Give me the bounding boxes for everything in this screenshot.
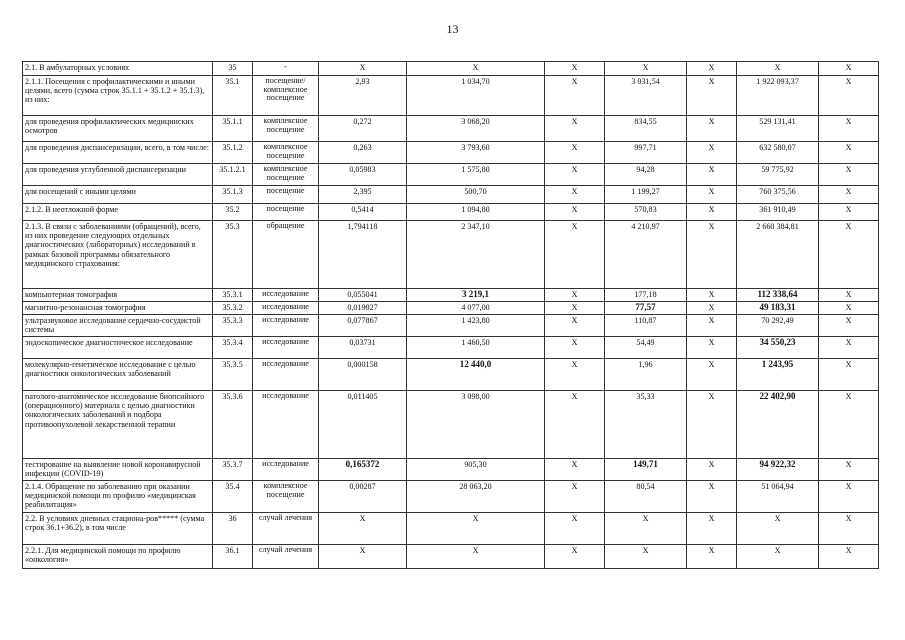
table-row [23, 116, 879, 142]
row-name-cell: эндоскопическое диагностическое исследование [23, 337, 213, 359]
cost-norm-cell: X [407, 545, 545, 569]
oms-total-cell: 22 402,90 [737, 391, 819, 459]
cost-norm-cell: 2 347,10 [407, 221, 545, 289]
budget-per-capita-cell: X [545, 116, 605, 142]
row-name-cell: 2.2. В условиях дневных стациона-ров***** (сумма строк 36.1+36.2), в том числе [23, 513, 213, 545]
row-name-cell: молекулярно-генетическое исследование с целью диагностики онкологических заболеваний [23, 359, 213, 391]
oms-total-cell: 1 922 093,37 [737, 76, 819, 116]
table-row [23, 391, 879, 459]
budget-total-cell: X [687, 116, 737, 142]
table-row [23, 289, 879, 302]
budget-total-cell: X [687, 459, 737, 481]
oms-per-capita-cell: X [605, 513, 687, 545]
budget-per-capita-cell: X [545, 337, 605, 359]
oms-total-cell: X [737, 62, 819, 76]
table-row [23, 76, 879, 116]
budget-total-cell: X [687, 164, 737, 186]
budget-per-capita-cell: X [545, 481, 605, 513]
cost-norm-cell: 1 575,80 [407, 164, 545, 186]
oms-total-cell: 51 064,94 [737, 481, 819, 513]
oms-total-cell: 632 580,07 [737, 142, 819, 164]
budget-per-capita-cell: X [545, 315, 605, 337]
percent-cell: X [819, 116, 879, 142]
unit-cell: посещение [253, 204, 319, 221]
table-row [23, 481, 879, 513]
oms-per-capita-cell: 77,57 [605, 302, 687, 315]
percent-cell: X [819, 459, 879, 481]
budget-total-cell: X [687, 186, 737, 204]
percent-cell: X [819, 513, 879, 545]
row-name-cell: для проведения углубленной диспансеризации [23, 164, 213, 186]
budget-per-capita-cell: X [545, 359, 605, 391]
volume-norm-cell: X [319, 545, 407, 569]
volume-norm-cell: 0,00287 [319, 481, 407, 513]
row-code-cell: 35.3.4 [213, 337, 253, 359]
oms-per-capita-cell: 570,83 [605, 204, 687, 221]
cost-norm-cell: 3 068,20 [407, 116, 545, 142]
row-name-cell: для проведения профилактических медицинских осмотров [23, 116, 213, 142]
oms-per-capita-cell: 834,55 [605, 116, 687, 142]
budget-per-capita-cell: X [545, 302, 605, 315]
budget-per-capita-cell: X [545, 76, 605, 116]
budget-total-cell: X [687, 481, 737, 513]
row-code-cell: 35.3.6 [213, 391, 253, 459]
percent-cell: X [819, 481, 879, 513]
table-row [23, 204, 879, 221]
oms-total-cell: 760 375,56 [737, 186, 819, 204]
oms-per-capita-cell: X [605, 545, 687, 569]
budget-total-cell: X [687, 62, 737, 76]
volume-norm-cell: 0,272 [319, 116, 407, 142]
percent-cell: X [819, 337, 879, 359]
percent-cell: X [819, 359, 879, 391]
budget-total-cell: X [687, 545, 737, 569]
budget-per-capita-cell: X [545, 289, 605, 302]
cost-norm-cell: 1 423,80 [407, 315, 545, 337]
budget-total-cell: X [687, 391, 737, 459]
percent-cell: X [819, 204, 879, 221]
cost-norm-cell: 3 219,1 [407, 289, 545, 302]
oms-per-capita-cell: 80,54 [605, 481, 687, 513]
row-code-cell: 35.3.7 [213, 459, 253, 481]
cost-norm-cell: 905,30 [407, 459, 545, 481]
percent-cell: X [819, 391, 879, 459]
budget-total-cell: X [687, 513, 737, 545]
cost-norm-cell: 500,70 [407, 186, 545, 204]
budget-per-capita-cell: X [545, 142, 605, 164]
unit-cell: исследование [253, 289, 319, 302]
page-number: 13 [446, 22, 459, 36]
oms-per-capita-cell: 149,71 [605, 459, 687, 481]
unit-cell: исследование [253, 359, 319, 391]
oms-total-cell: 49 183,31 [737, 302, 819, 315]
volume-norm-cell: 2,93 [319, 76, 407, 116]
volume-norm-cell: 0,05983 [319, 164, 407, 186]
budget-per-capita-cell: X [545, 459, 605, 481]
data-table [22, 61, 879, 569]
row-code-cell: 35.3 [213, 221, 253, 289]
unit-cell: посещение [253, 186, 319, 204]
oms-per-capita-cell: 4 210,97 [605, 221, 687, 289]
volume-norm-cell: X [319, 513, 407, 545]
budget-total-cell: X [687, 76, 737, 116]
row-name-cell: 2.1.4. Обращение по заболеванию при оказании медицинской помощи по профилю «медицинская реабилитация» [23, 481, 213, 513]
table-row [23, 186, 879, 204]
table-row [23, 142, 879, 164]
oms-per-capita-cell: 997,71 [605, 142, 687, 164]
oms-total-cell: 34 550,23 [737, 337, 819, 359]
row-code-cell: 36 [213, 513, 253, 545]
unit-cell: - [253, 62, 319, 76]
volume-norm-cell: 1,794118 [319, 221, 407, 289]
cost-norm-cell: 4 077,00 [407, 302, 545, 315]
row-name-cell: 2.1. В амбулаторных условиях [23, 62, 213, 76]
unit-cell: комплексное посещение [253, 116, 319, 142]
row-code-cell: 35.2 [213, 204, 253, 221]
unit-cell: исследование [253, 459, 319, 481]
unit-cell: обращение [253, 221, 319, 289]
oms-per-capita-cell: X [605, 62, 687, 76]
percent-cell: X [819, 289, 879, 302]
volume-norm-cell: 0,019027 [319, 302, 407, 315]
cost-norm-cell: 1 034,70 [407, 76, 545, 116]
cost-norm-cell: X [407, 62, 545, 76]
budget-total-cell: X [687, 221, 737, 289]
budget-per-capita-cell: X [545, 545, 605, 569]
table-row [23, 315, 879, 337]
percent-cell: X [819, 545, 879, 569]
row-code-cell: 35 [213, 62, 253, 76]
row-name-cell: 2.1.1. Посещения с профилактическими и иными целями, всего (сумма строк 35.1.1 + 35.1.2 + 35.1.3), из них: [23, 76, 213, 116]
oms-total-cell: 1 243,95 [737, 359, 819, 391]
budget-total-cell: X [687, 359, 737, 391]
unit-cell: посещение/ комплексное посещение [253, 76, 319, 116]
table-row [23, 545, 879, 569]
budget-per-capita-cell: X [545, 513, 605, 545]
row-name-cell: ультразвуковое исследование сердечно-сосудистой системы [23, 315, 213, 337]
percent-cell: X [819, 164, 879, 186]
volume-norm-cell: 0,03731 [319, 337, 407, 359]
row-name-cell: 2.1.2. В неотложной форме [23, 204, 213, 221]
unit-cell: случай лечения [253, 513, 319, 545]
oms-per-capita-cell: 94,28 [605, 164, 687, 186]
volume-norm-cell: 0,263 [319, 142, 407, 164]
volume-norm-cell: 0,000158 [319, 359, 407, 391]
percent-cell: X [819, 142, 879, 164]
oms-per-capita-cell: 1 199,27 [605, 186, 687, 204]
row-name-cell: для посещений с иными целями [23, 186, 213, 204]
budget-per-capita-cell: X [545, 164, 605, 186]
percent-cell: X [819, 186, 879, 204]
table-row [23, 302, 879, 315]
budget-per-capita-cell: X [545, 391, 605, 459]
volume-norm-cell: 0,011405 [319, 391, 407, 459]
oms-per-capita-cell: 177,18 [605, 289, 687, 302]
row-name-cell: 2.1.3. В связи с заболеваниями (обращений), всего, из них проведение следующих отдельных диагностических (лабораторных) исследований в рамках базовой программы обязательного медицинского страхования: [23, 221, 213, 289]
unit-cell: исследование [253, 302, 319, 315]
cost-norm-cell: 12 440,0 [407, 359, 545, 391]
unit-cell: комплексное посещение [253, 481, 319, 513]
row-code-cell: 35.3.3 [213, 315, 253, 337]
row-code-cell: 35.4 [213, 481, 253, 513]
percent-cell: X [819, 302, 879, 315]
table-row [23, 513, 879, 545]
table-row [23, 164, 879, 186]
budget-per-capita-cell: X [545, 221, 605, 289]
unit-cell: случай лечения [253, 545, 319, 569]
budget-total-cell: X [687, 337, 737, 359]
row-code-cell: 35.1 [213, 76, 253, 116]
unit-cell: исследование [253, 391, 319, 459]
unit-cell: комплексное посещение [253, 142, 319, 164]
row-code-cell: 35.1.2 [213, 142, 253, 164]
budget-total-cell: X [687, 142, 737, 164]
cost-norm-cell: 1 460,50 [407, 337, 545, 359]
oms-per-capita-cell: 3 031,54 [605, 76, 687, 116]
table-row [23, 459, 879, 481]
volume-norm-cell: 0,077867 [319, 315, 407, 337]
oms-total-cell: 70 292,49 [737, 315, 819, 337]
oms-total-cell: 94 922,32 [737, 459, 819, 481]
oms-total-cell: X [737, 513, 819, 545]
budget-per-capita-cell: X [545, 204, 605, 221]
volume-norm-cell: 0,055041 [319, 289, 407, 302]
volume-norm-cell: 2,395 [319, 186, 407, 204]
budget-total-cell: X [687, 315, 737, 337]
row-code-cell: 35.3.2 [213, 302, 253, 315]
cost-norm-cell: X [407, 513, 545, 545]
row-code-cell: 35.3.5 [213, 359, 253, 391]
table-row [23, 337, 879, 359]
cost-norm-cell: 3 793,60 [407, 142, 545, 164]
unit-cell: исследование [253, 315, 319, 337]
oms-total-cell: X [737, 545, 819, 569]
oms-per-capita-cell: 54,49 [605, 337, 687, 359]
unit-cell: исследование [253, 337, 319, 359]
unit-cell: комплексное посещение [253, 164, 319, 186]
oms-total-cell: 529 131,41 [737, 116, 819, 142]
oms-per-capita-cell: 35,33 [605, 391, 687, 459]
row-name-cell: магнитно-резонансная томография [23, 302, 213, 315]
oms-per-capita-cell: 110,87 [605, 315, 687, 337]
budget-total-cell: X [687, 204, 737, 221]
budget-per-capita-cell: X [545, 186, 605, 204]
budget-total-cell: X [687, 302, 737, 315]
volume-norm-cell: X [319, 62, 407, 76]
percent-cell: X [819, 76, 879, 116]
table-row [23, 359, 879, 391]
oms-total-cell: 59 775,92 [737, 164, 819, 186]
volume-norm-cell: 0,5414 [319, 204, 407, 221]
row-name-cell: тестирование на выявление новой коронавирусной инфекции (COVID-19) [23, 459, 213, 481]
percent-cell: X [819, 315, 879, 337]
oms-total-cell: 2 660 384,81 [737, 221, 819, 289]
row-code-cell: 36.1 [213, 545, 253, 569]
volume-norm-cell: 0,165372 [319, 459, 407, 481]
oms-per-capita-cell: 1,96 [605, 359, 687, 391]
cost-norm-cell: 3 098,00 [407, 391, 545, 459]
row-name-cell: для проведения диспансеризации, всего, в том числе: [23, 142, 213, 164]
row-name-cell: патолого-анатомическое исследование биопсийного (операционного) материала с целью диагностики онкологических заболеваний и подбора противоопухолевой лекарственной терапии [23, 391, 213, 459]
row-name-cell: компьютерная томография [23, 289, 213, 302]
oms-total-cell: 112 338,64 [737, 289, 819, 302]
table-row [23, 221, 879, 289]
row-code-cell: 35.3.1 [213, 289, 253, 302]
budget-total-cell: X [687, 289, 737, 302]
budget-per-capita-cell: X [545, 62, 605, 76]
percent-cell: X [819, 221, 879, 289]
oms-total-cell: 361 910,49 [737, 204, 819, 221]
percent-cell: X [819, 62, 879, 76]
row-name-cell: 2.2.1. Для медицинской помощи по профилю «онкология» [23, 545, 213, 569]
row-code-cell: 35.1.2.1 [213, 164, 253, 186]
cost-norm-cell: 1 094,80 [407, 204, 545, 221]
row-code-cell: 35.1.3 [213, 186, 253, 204]
row-code-cell: 35.1.1 [213, 116, 253, 142]
cost-norm-cell: 28 063,20 [407, 481, 545, 513]
table-row [23, 62, 879, 76]
